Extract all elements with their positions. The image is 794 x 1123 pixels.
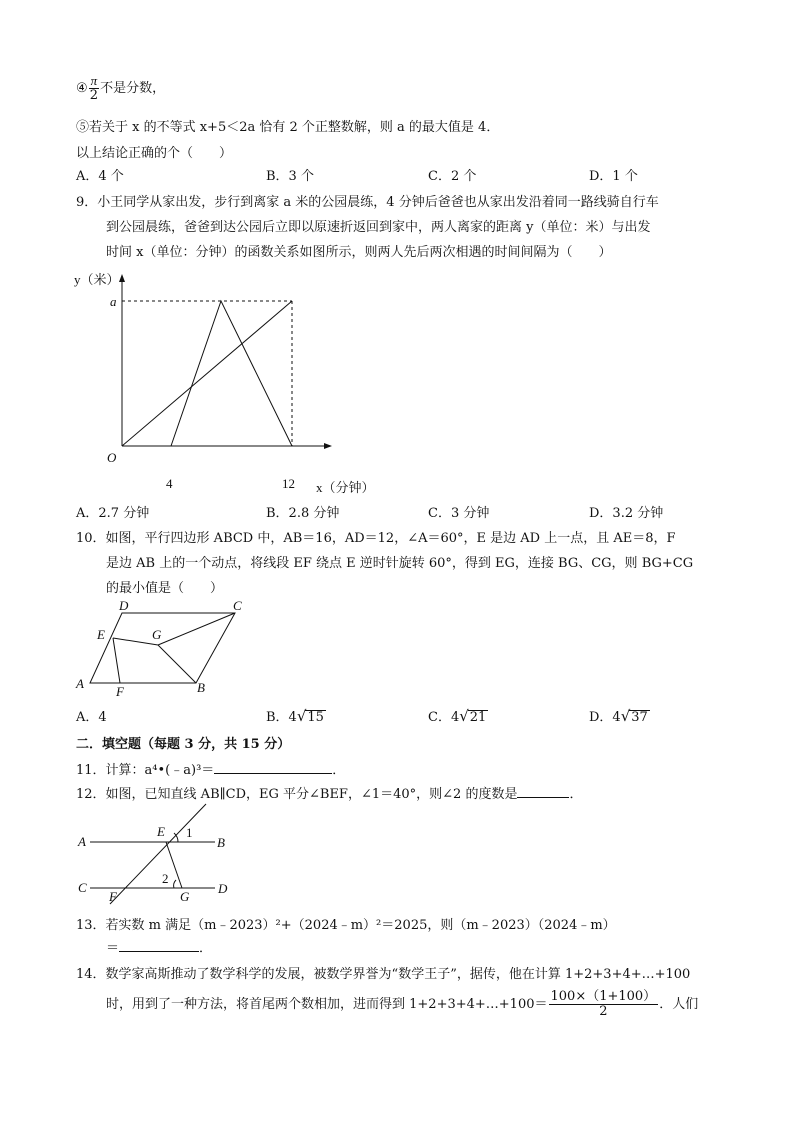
q10-option-a[interactable]: A．4 [76,710,107,725]
q10-option-c[interactable] [428,706,488,725]
point-a-label: A [78,834,86,849]
option-c-radicand: 21 [469,710,487,725]
q12-answer-blank[interactable] [517,797,569,798]
x-axis-label: x（分钟） [316,480,375,495]
point-b-label: B [217,835,225,850]
point-g-label: G [152,627,162,642]
q14-line1: 14．数学家高斯推动了数学科学的发展，被数学界誉为“数学王子”，据传，他在计算 1+2+3+4+…+100 [76,967,691,982]
q12-text: 12．如图，已知直线 AB∥CD，EG 平分∠BEF，∠1＝40°，则∠2 的度数是 [76,787,518,802]
q13-end: ． [199,941,213,956]
q10-option-b[interactable] [266,706,326,725]
point-g-label: G [180,889,190,904]
segment-gb [158,645,196,683]
option-d-coef: D．4 [589,710,621,725]
item4-suffix: 不是分数， [100,81,166,96]
y-axis-arrow-icon [119,274,125,282]
angle-1-label: 1 [186,825,193,840]
a-label: a [110,294,117,309]
option-b-radicand: 15 [307,710,324,725]
q13-answer-blank[interactable] [119,951,199,952]
x-axis-arrow-icon [324,443,332,449]
q9-line2: 到公园晨练，爸爸到达公园后立即以原速折返回到家中，两人离家的距离 y（单位：米）与出发 [106,220,651,235]
q10-line3: 的最小值是（ ） [106,581,224,596]
origin-label: O [107,450,117,465]
q14-line2 [106,990,698,1019]
parallelogram-abcd [90,613,235,683]
point-c-label: C [233,598,242,613]
q11-text: 11．计算：a⁴•(﹣a)³＝ [76,763,215,778]
q9-line1: 9．小王同学从家出发，步行到离家 a 米的公园晨练，4 分钟后爸爸也从家出发沿着同一路线骑自行车 [76,195,659,210]
point-d-label: D [119,598,129,613]
option-c-coef: C．4 [428,710,460,725]
q10-line2: 是边 AB 上的一个动点，将线段 EF 绕点 E 逆时针旋转 60°，得到 EG，连接 BG、CG，则 BG+CG [106,556,694,571]
angle-2-arc [174,880,176,888]
point-d-label: D [218,881,228,896]
q8-item5: ⑤若关于 x 的不等式 x+5＜2a 恰有 2 个正整数解，则 a 的最大值是 4． [76,120,500,135]
q9-option-a[interactable]: A．2.7 分钟 [76,506,150,521]
q14-line2-suffix: ．人们 [659,997,699,1012]
q12-parallel-lines-figure [70,800,240,906]
q10-parallelogram-figure [70,596,260,700]
option-d-radicand: 37 [631,710,648,725]
q13-line2 [106,937,212,956]
segment-ef [113,638,120,683]
transversal-line [110,804,206,904]
angle-2-label: 2 [162,871,169,886]
q8-option-b[interactable]: B．3 个 [266,169,314,184]
q8-option-a[interactable]: A．4 个 [76,169,124,184]
father-path [171,301,292,446]
q9-option-b[interactable]: B．2.8 分钟 [266,506,340,521]
fraction-numerator: 100×（1+100） [550,989,657,1004]
pi-over-2-fraction [89,74,100,103]
q8-prompt: 以上结论正确的个（ ） [76,146,233,161]
segment-gc [158,613,235,645]
q8-item4 [76,74,165,103]
gauss-sum-fraction [549,990,659,1019]
walker-line [122,301,292,446]
point-f-label: F [116,684,124,699]
q8-option-d[interactable]: D．1 个 [589,169,638,184]
x12-label: 12 [282,476,295,491]
option-b-coef: B．4 [266,710,297,725]
q9-option-d[interactable]: D．3.2 分钟 [589,506,664,521]
q11-end: ． [332,763,346,778]
q9-graph [70,266,390,500]
point-f-label: F [109,889,117,904]
fraction-numerator: π [90,73,98,88]
x4-label: 4 [166,476,173,491]
point-c-label: C [78,880,87,895]
q14-line2-prefix: 时，用到了一种方法，将首尾两个数相加，进而得到 1+2+3+4+…+100＝ [106,997,548,1012]
q9-option-c[interactable]: C．3 分钟 [428,506,490,521]
q13-line1: 13．若实数 m 满足（m﹣2023）²+（2024﹣m）²＝2025，则（m﹣2023）（2024﹣m） [76,918,616,933]
sqrt-icon: √ [296,707,307,725]
q12-end: ． [569,787,583,802]
y-axis-label: y（米） [74,272,120,287]
q9-line3: 时间 x（单位：分钟）的函数关系如图所示，则两人先后两次相遇的时间间隔为（ ） [106,245,612,260]
fraction-denominator: 2 [599,1004,608,1019]
q11-answer-blank[interactable] [214,773,332,774]
point-e-label: E [157,824,165,839]
q10-line1: 10．如图，平行四边形 ABCD 中，AB＝16，AD＝12，∠A＝60°，E 是边 AD 上一点，且 AE＝8，F [76,531,676,546]
section-2-title: 二．填空题（每题 3 分，共 15 分） [76,737,291,752]
point-e-label: E [97,627,105,642]
q8-option-c[interactable]: C．2 个 [428,169,477,184]
sqrt-icon: √ [620,707,631,725]
q11 [76,759,345,778]
fraction-denominator: 2 [89,88,99,103]
point-b-label: B [197,680,205,695]
q10-option-d[interactable] [589,706,650,725]
sqrt-icon: √ [459,707,469,725]
q13-equals: ＝ [106,941,120,956]
circled-4: ④ [76,81,88,96]
point-a-label: A [76,676,84,691]
